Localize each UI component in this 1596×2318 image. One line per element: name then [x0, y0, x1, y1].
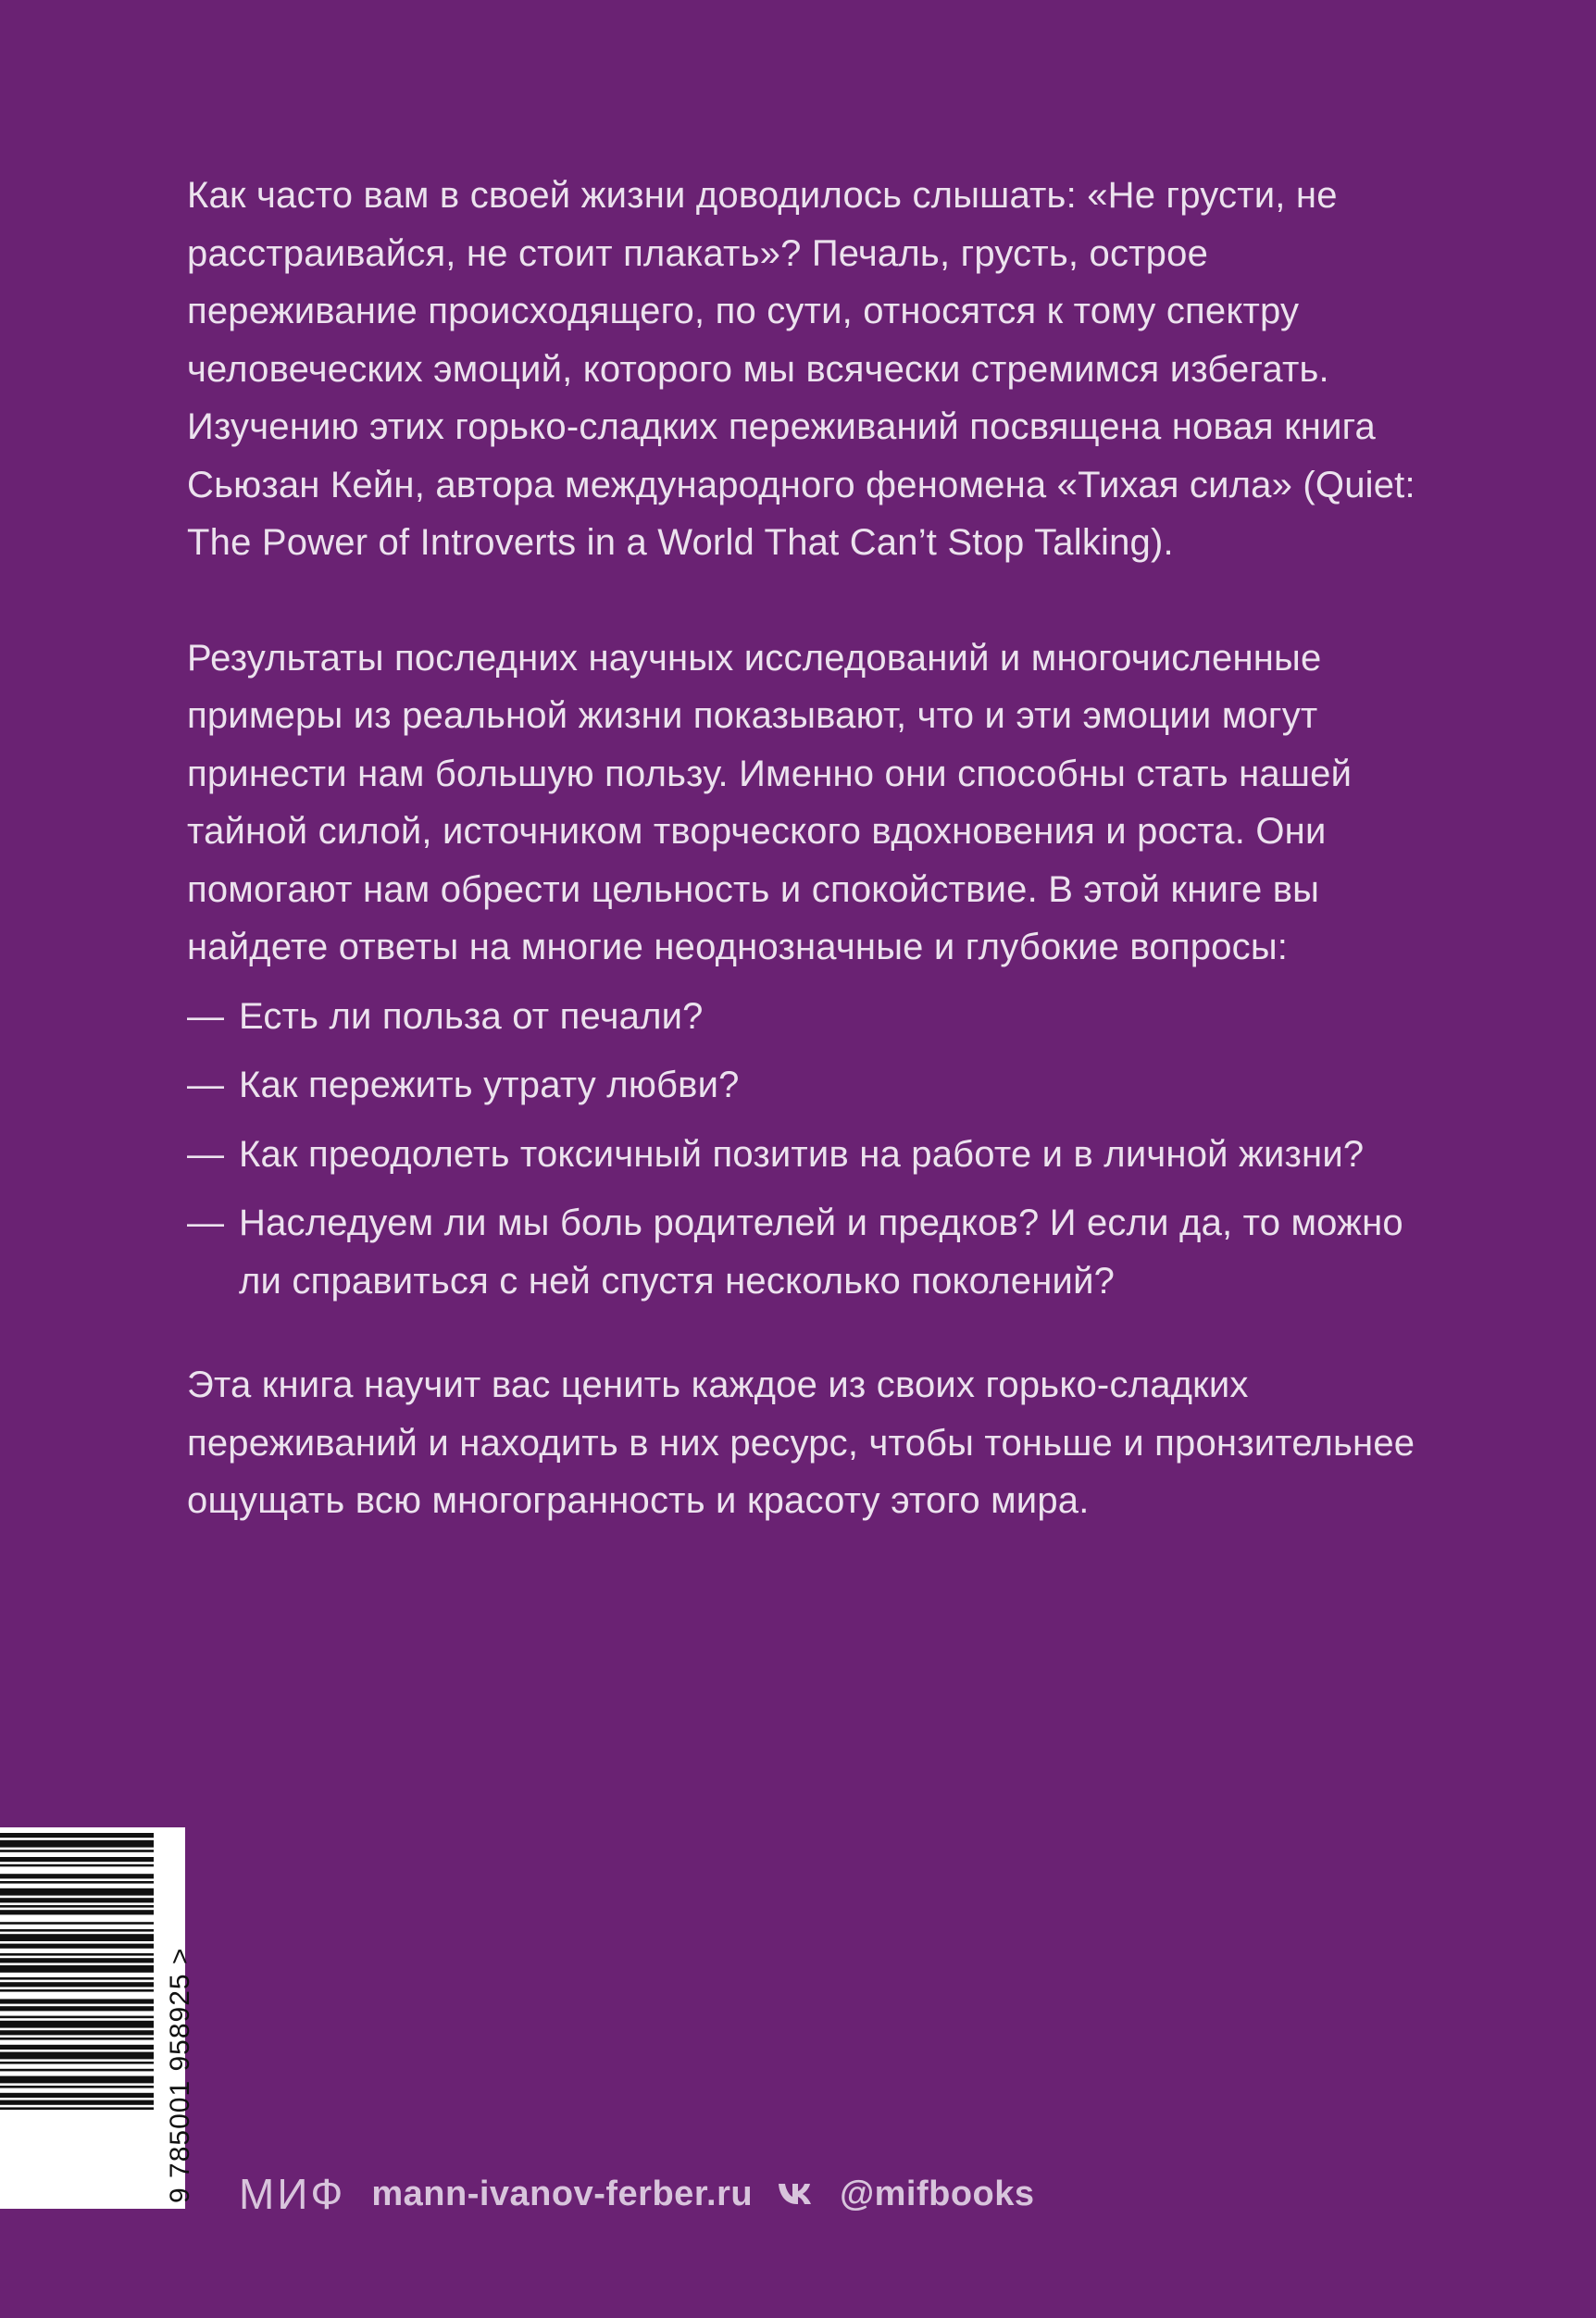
questions-list	[187, 988, 1418, 1311]
question-text: Как пережить утрату любви?	[239, 1065, 740, 1105]
list-dash: —	[187, 1065, 225, 1105]
list-item	[187, 1126, 1418, 1184]
barcode-digits: 9 785001 958925 >	[165, 1947, 195, 2203]
question-text: Наследуем ли мы боль родителей и предков? И если да, то можно ли справиться с ней спустя несколько поколений?	[239, 1203, 1403, 1302]
paragraph-conclusion: Эта книга научит вас ценить каждое из своих горько-сладких переживаний и находить в них ресурс, чтобы тоньше и пронзительнее ощущать всю многогранность и красоту этого мира.	[187, 1365, 1415, 1521]
question-text: Есть ли польза от печали?	[239, 995, 704, 1037]
vk-icon[interactable]	[777, 2181, 819, 2207]
publisher-footer	[239, 2166, 1035, 2222]
question-text: Как преодолеть токсичный позитив на работе и в личной жизни?	[239, 1133, 1365, 1175]
back-cover-text	[187, 167, 1418, 1530]
list-dash: —	[187, 1133, 225, 1175]
list-item	[187, 1194, 1418, 1310]
isbn-barcode	[0, 1827, 195, 2209]
publisher-logo: МИФ	[239, 2170, 346, 2218]
barcode-bars	[0, 1827, 154, 2209]
list-dash: —	[187, 1203, 225, 1243]
paragraph-intro: Как часто вам в своей жизни доводилось слышать: «Не грусти, не расстраивайся, не стоит плакать»? Печаль, грусть, острое переживание происходящего, по сути, относятся к тому спектру человеческих эмоций, которого мы всячески стремимся избегать. Изучению этих горько-сладких переживаний посвящена новая книга Сьюзан Кейн, автора международного феномена «Тихая сила» (Quiet: The Power of Introverts in a World That Can’t Stop Talking).	[187, 175, 1415, 563]
list-dash: —	[187, 995, 225, 1037]
list-item	[187, 1056, 1418, 1115]
social-handle[interactable]: @mifbooks	[840, 2174, 1035, 2213]
list-item	[187, 988, 1418, 1046]
paragraph-research: Результаты последних научных исследований и многочисленные примеры из реальной жизни показывают, что и эти эмоции могут принести нам большую пользу. Именно они способны стать нашей тайной силой, источником творческого вдохновения и роста. Они помогают нам обрести цельность и спокойствие. В этой книге вы найдете ответы на многие неоднозначные и глубокие вопросы:	[187, 637, 1353, 967]
publisher-website[interactable]: mann-ivanov-ferber.ru	[371, 2174, 754, 2213]
